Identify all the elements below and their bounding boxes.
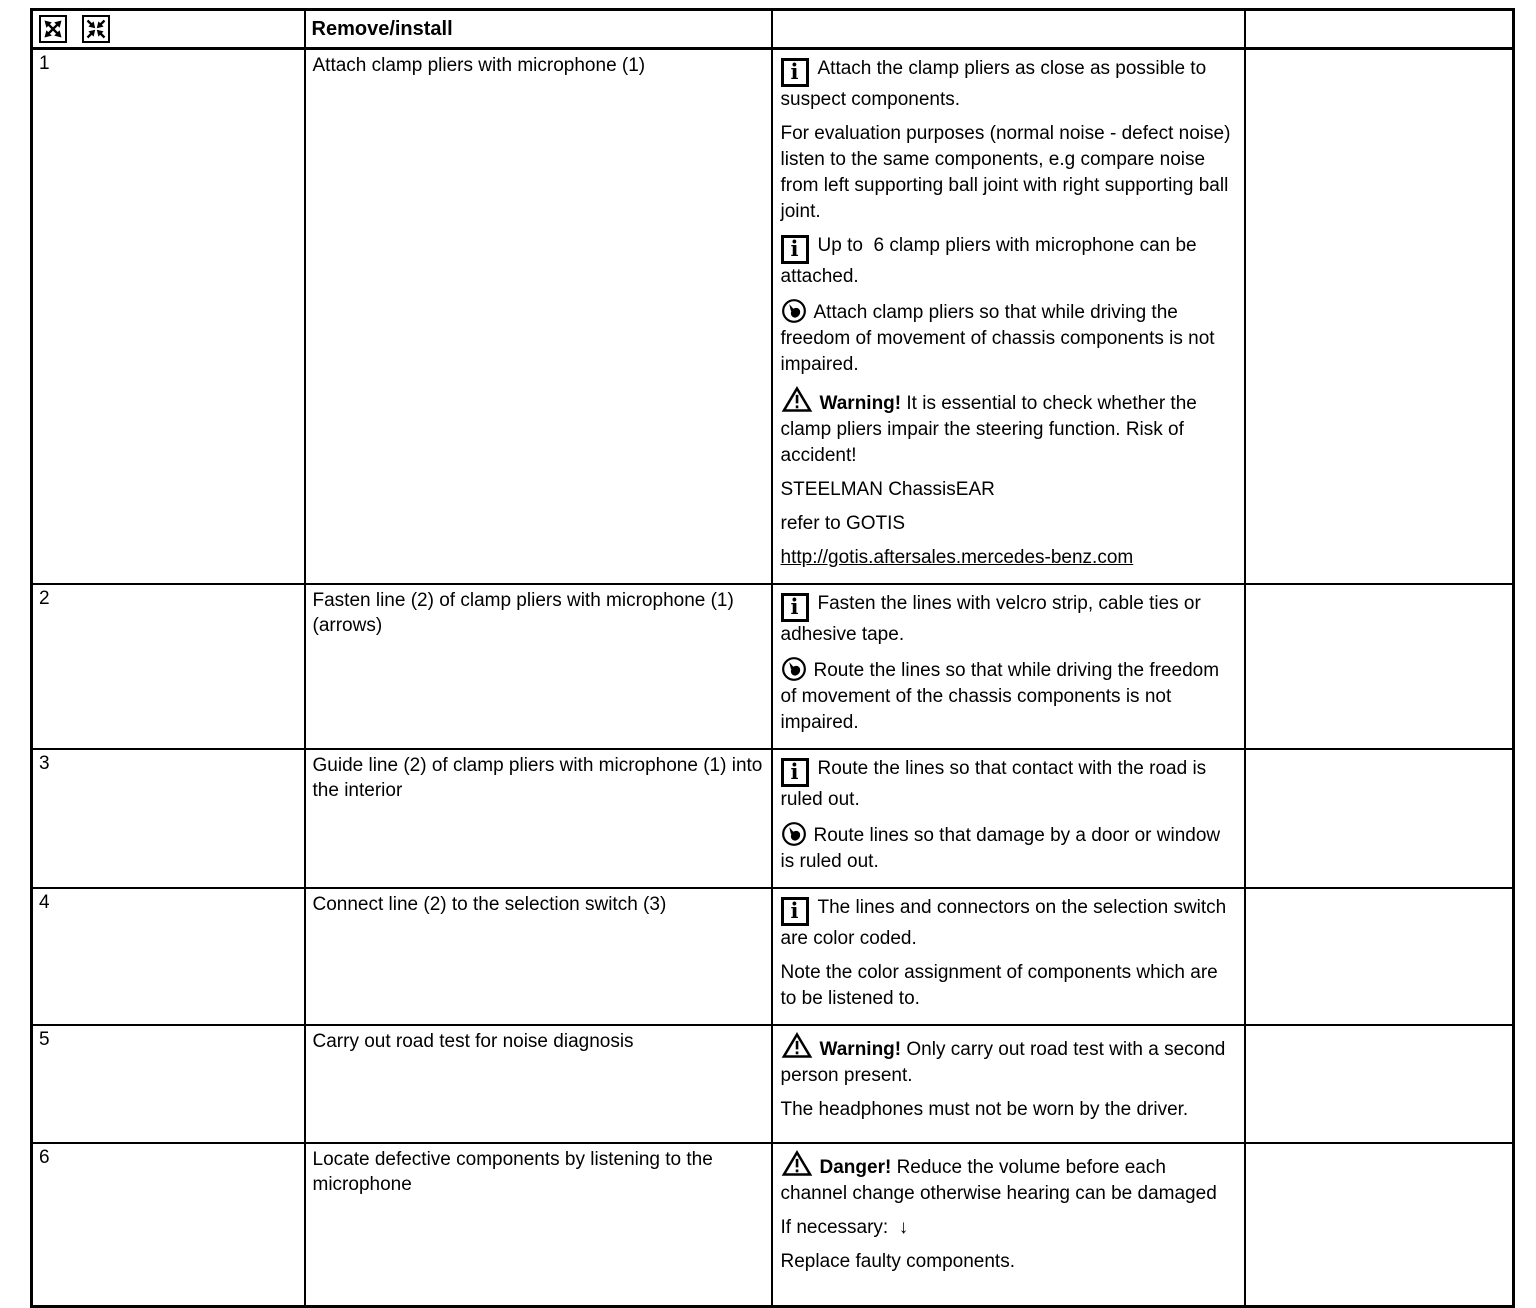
step-number: 2 [39,588,50,609]
table-row [32,749,1514,888]
action-text: Guide line (2) of clamp pliers with microphone (1) into the interior [312,755,763,801]
note-paragraph [781,1150,1236,1207]
step-number: 1 [39,53,50,74]
empty-cell [1245,49,1514,585]
note-paragraph [781,298,1236,378]
note-paragraph [781,821,1236,875]
note-paragraph [781,1215,1236,1241]
info-icon: i [781,897,809,926]
note-paragraph [781,386,1236,469]
empty-cell [1245,749,1514,888]
note-text: Route the lines so that contact with the road is ruled out. [780,758,1212,810]
note-text: Attach clamp pliers so that while driving the freedom of movement of chassis components is not impaired. [780,302,1220,375]
action-text: Attach clamp pliers with microphone (1) [312,55,646,76]
header-icons-cell [32,10,305,49]
info-icon: i [781,58,809,87]
action-cell [305,1143,772,1307]
note-text: The headphones must not be worn by the driver. [780,1099,1189,1120]
note-paragraph [781,477,1236,503]
note-paragraph [781,591,1236,648]
header-remove-install-label: Remove/install [305,10,772,49]
notes-cell [772,1143,1245,1307]
table-row [32,1025,1514,1143]
table-row [32,1143,1514,1307]
empty-cell [1245,584,1514,749]
note-paragraph [781,1249,1236,1275]
info-icon: i [781,758,809,787]
note-text: Reduce the volume before each channel change otherwise hearing can be damaged [780,1157,1217,1204]
note-text: The lines and connectors on the selection switch are color coded. [780,897,1232,949]
note-paragraph [781,656,1236,736]
note-text: refer to GOTIS [780,513,906,534]
action-cell [305,49,772,585]
step-number: 3 [39,753,50,774]
table-row [32,888,1514,1025]
note-paragraph [781,960,1236,1012]
action-text: Carry out road test for noise diagnosis [312,1031,634,1052]
table-row [32,584,1514,749]
note-text: Route lines so that damage by a door or window is ruled out. [780,825,1226,872]
note-paragraph [781,121,1236,225]
step-number: 5 [39,1029,50,1050]
note-paragraph [781,895,1236,952]
action-cell [305,888,772,1025]
hand-icon [781,821,807,847]
header-notes-cell [772,10,1245,49]
step-number-cell [32,1025,305,1143]
action-text: Connect line (2) to the selection switch (3) [312,894,667,915]
note-paragraph [781,1032,1236,1089]
table-row [32,49,1514,585]
action-cell [305,749,772,888]
note-paragraph [781,233,1236,290]
empty-cell [1245,888,1514,1025]
note-paragraph [781,1097,1236,1123]
note-text: Attach the clamp pliers as close as possible to suspect components. [780,58,1212,110]
note-text: STEELMAN ChassisEAR [780,479,995,500]
warning-icon [781,386,813,413]
note-text: Replace faulty components. [780,1251,1015,1272]
warning-icon [781,1032,813,1059]
info-icon: i [781,235,809,264]
step-number-cell [32,888,305,1025]
step-number-cell [32,584,305,749]
step-number: 6 [39,1147,50,1168]
note-bold-label: Danger! [819,1157,897,1178]
steps-body [32,49,1514,1307]
step-number-cell [32,749,305,888]
step-number: 4 [39,892,50,913]
step-number-cell [32,1143,305,1307]
hand-icon [781,298,807,324]
warning-icon [781,1150,813,1177]
note-paragraph [781,756,1236,813]
step-number-cell [32,49,305,585]
note-bold-label: Warning! [819,393,907,414]
note-text: Route the lines so that while driving the freedom of movement of the chassis components is not impaired. [780,660,1225,733]
procedure-table [30,8,1515,1308]
notes-cell [772,49,1245,585]
notes-cell [772,888,1245,1025]
info-icon: i [781,593,809,622]
empty-cell [1245,1143,1514,1307]
note-text: If necessary: ↓ [780,1217,909,1238]
gotis-link[interactable]: http://gotis.aftersales.mercedes-benz.com [780,547,1134,568]
note-text: Fasten the lines with velcro strip, cable ties or adhesive tape. [780,593,1207,645]
note-text: Only carry out road test with a second person present. [780,1039,1231,1086]
notes-cell [772,1025,1245,1143]
action-text: Fasten line (2) of clamp pliers with microphone (1) (arrows) [312,590,734,636]
notes-cell [772,749,1245,888]
action-cell [305,1025,772,1143]
hand-icon [781,656,807,682]
header-extra-cell [1245,10,1514,49]
note-text: Note the color assignment of components which are to be listened to. [780,962,1224,1009]
note-text: For evaluation purposes (normal noise - defect noise) listen to the same components, e.g compare noise from left supporting ball joint with right supporting ball joint. [780,123,1236,222]
collapse-all-icon[interactable] [82,15,110,43]
header-row [32,10,1514,49]
action-text: Locate defective components by listening to the microphone [312,1149,713,1195]
note-text: Up to 6 clamp pliers with microphone can be attached. [780,235,1202,287]
note-bold-label: Warning! [819,1039,907,1060]
expand-all-icon[interactable] [39,15,67,43]
empty-cell [1245,1025,1514,1143]
notes-cell [772,584,1245,749]
note-text: It is essential to check whether the clamp pliers impair the steering function. Risk of accident! [780,393,1203,466]
note-paragraph [781,56,1236,113]
note-paragraph [781,545,1236,571]
action-cell [305,584,772,749]
note-paragraph [781,511,1236,537]
